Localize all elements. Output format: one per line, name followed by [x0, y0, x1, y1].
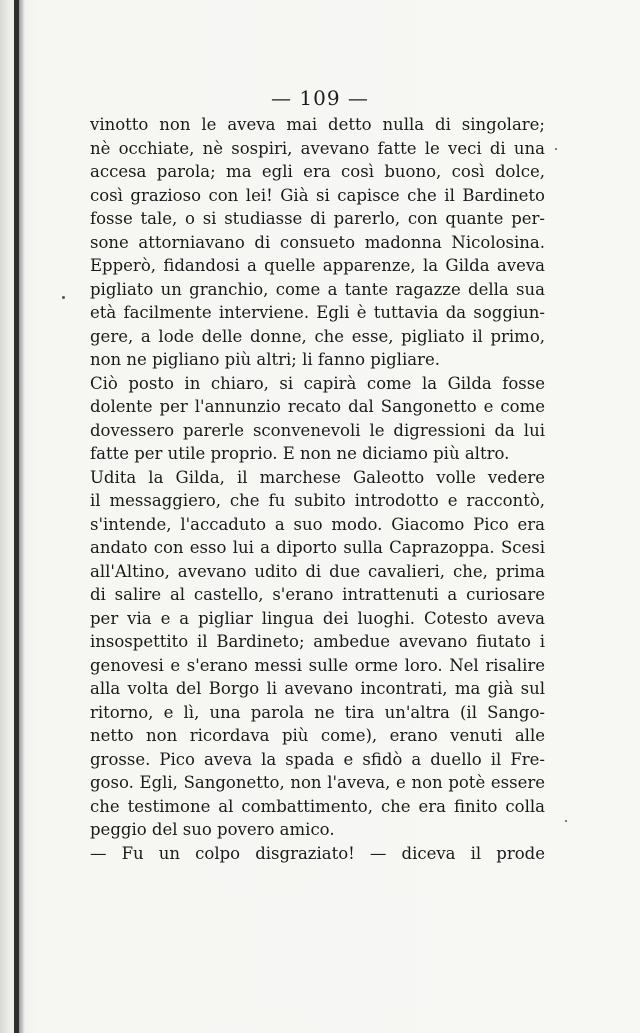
- text-line: genovesi e s'erano messi sulle orme loro. Nel risalire: [90, 655, 545, 675]
- ink-speck: [62, 296, 65, 299]
- text-line: andato con esso lui a diporto sulla Caprazoppa. Scesi: [90, 538, 545, 557]
- ink-speck: [565, 820, 567, 822]
- text-line: pigliato un granchio, come a tante ragazze della sua: [90, 279, 545, 299]
- page-number: — 109 —: [271, 86, 369, 110]
- text-line: Ciò posto in chiaro, si capirà come la Gilda fosse: [90, 373, 545, 393]
- text-line: per via e a pigliar lingua dei luoghi. Cotesto aveva: [90, 608, 545, 628]
- text-line: s'intende, l'accaduto a suo modo. Giacomo Pico era: [90, 514, 545, 534]
- text-line: sone attorniavano di consueto madonna Nicolosina.: [90, 232, 545, 252]
- text-line: grosse. Pico aveva la spada e sfidò a duello il Fre-: [90, 749, 545, 769]
- text-line: fatte per utile proprio. E non ne diciamo più altro.: [90, 444, 510, 463]
- text-line: fosse tale, o si studiasse di parerlo, con quante per-: [90, 209, 545, 228]
- text-line: all'Altino, avevano udito di due cavalieri, che, prima: [90, 561, 545, 581]
- text-line: peggio del suo povero amico.: [90, 820, 335, 839]
- text-line: goso. Egli, Sangonetto, non l'aveva, e non potè essere: [90, 773, 545, 792]
- text-line: età facilmente interviene. Egli è tuttavia da soggiun-: [90, 303, 545, 322]
- body-text: [90, 113, 545, 865]
- ink-speck: [555, 148, 557, 150]
- text-line: Epperò, fidandosi a quelle apparenze, la Gilda aveva: [90, 256, 545, 275]
- text-line: alla volta del Borgo li avevano incontrati, ma già sul: [90, 679, 545, 698]
- text-line: — Fu un colpo disgraziato! — diceva il prode: [90, 843, 545, 863]
- text-line: gere, a lode delle donne, che esse, pigliato il primo,: [90, 326, 545, 346]
- text-line: che testimone al combattimento, che era finito colla: [90, 796, 545, 816]
- text-line: nè occhiate, nè sospiri, avevano fatte le veci di una: [90, 138, 545, 158]
- text-line: vinotto non le aveva mai detto nulla di singolare;: [90, 115, 545, 134]
- text-line: Udita la Gilda, il marchese Galeotto volle vedere: [90, 467, 545, 487]
- text-line: dolente per l'annunzio recato dal Sangonetto e come: [90, 397, 545, 416]
- binding-shadow: [19, 0, 25, 1033]
- text-line: dovessero parerle sconvenevoli le digressioni da lui: [90, 420, 545, 440]
- text-line: così grazioso con lei! Già si capisce che il Bardineto: [90, 185, 545, 205]
- text-line: insospettito il Bardineto; ambedue avevano fiutato i: [90, 632, 545, 651]
- text-line: accesa parola; ma egli era così buono, così dolce,: [90, 162, 545, 181]
- text-line: non ne pigliano più altri; li fanno pigliare.: [90, 350, 440, 369]
- text-line: il messaggiero, che fu subito introdotto e raccontò,: [90, 491, 545, 510]
- text-line: netto non ricordava più come), erano venuti alle: [90, 726, 545, 745]
- text-line: ritorno, e lì, una parola ne tira un'altra (il Sango-: [90, 702, 545, 722]
- text-line: di salire al castello, s'erano intrattenuti a curiosare: [90, 585, 545, 604]
